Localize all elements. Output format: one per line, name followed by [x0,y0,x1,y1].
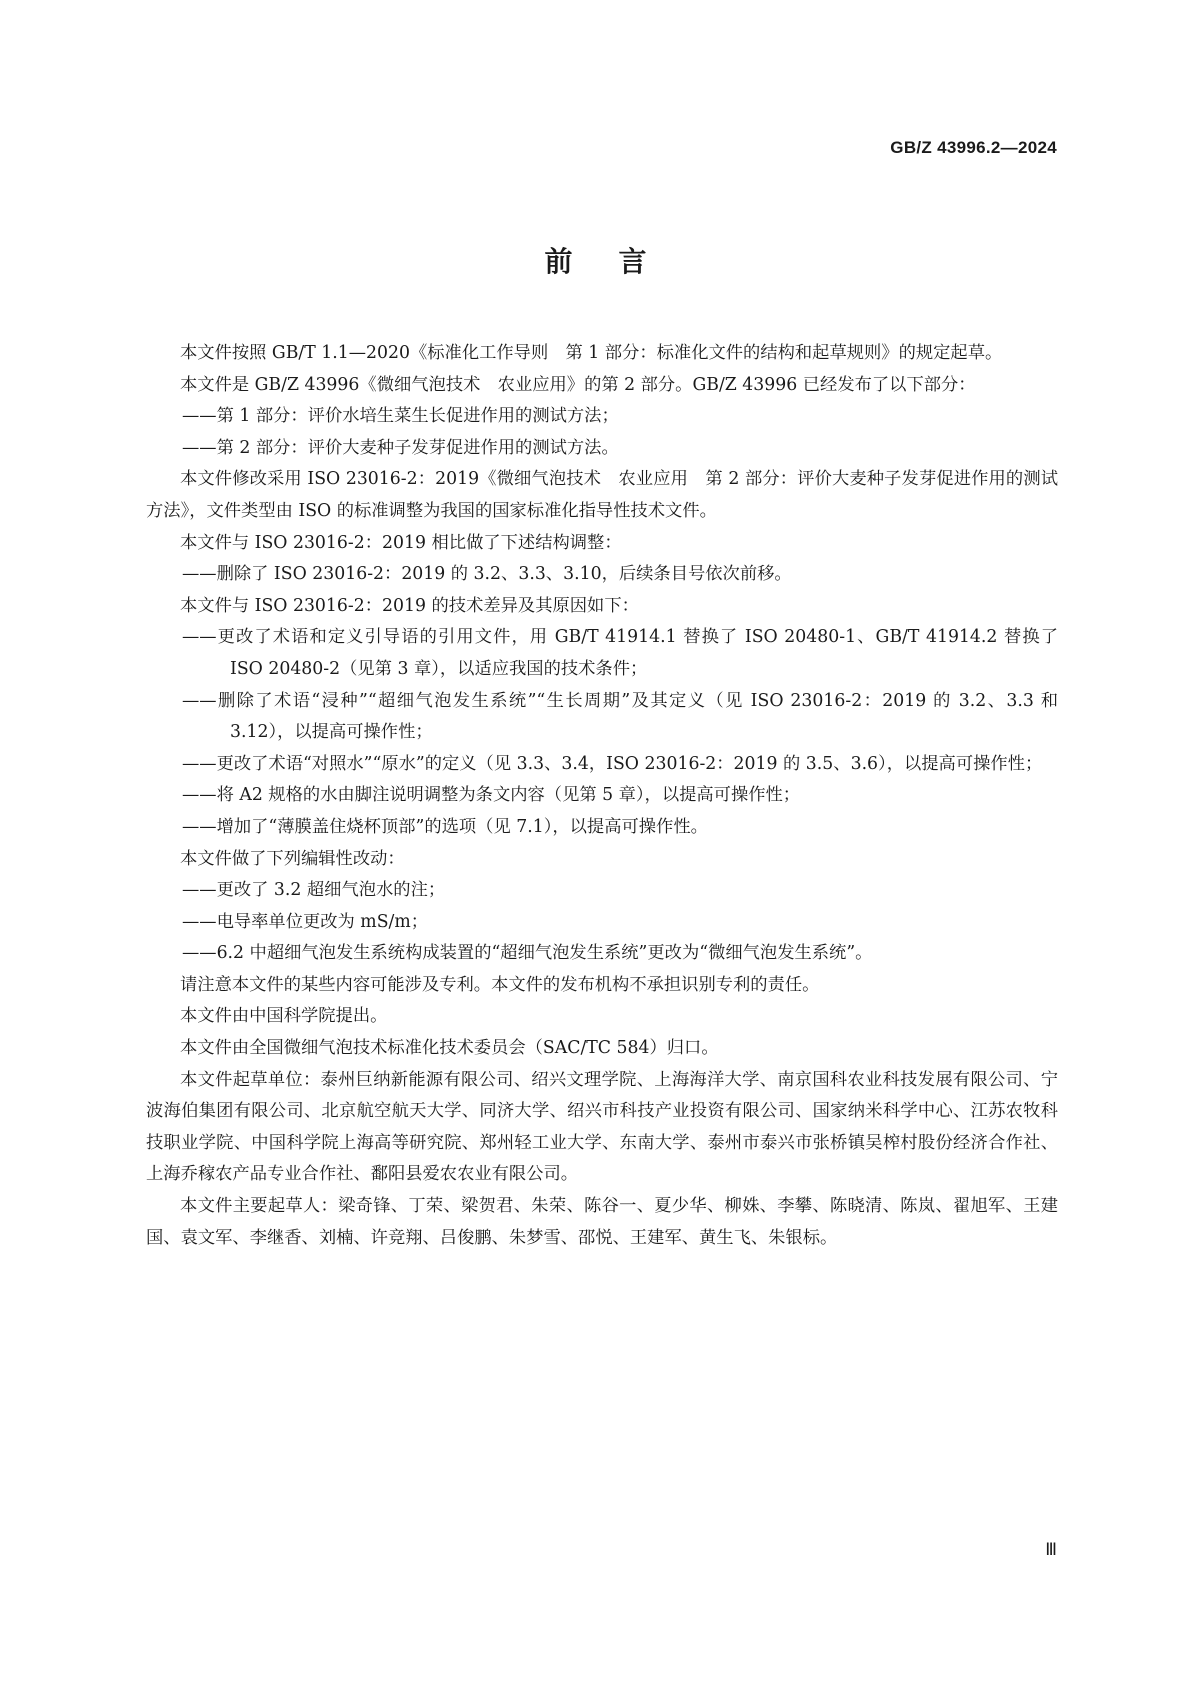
paragraph-proposer: 本文件由中国科学院提出。 [180,1006,388,1027]
list-item-technical-difference: ——增加了“薄膜盖住烧杯顶部”的选项（见 7.1），以提高可操作性。 [182,816,708,837]
paragraph-technical-differences: 本文件与 ISO 23016-2：2019 的技术差异及其原因如下： [180,595,639,616]
list-item-editorial-change: ——6.2 中超细气泡发生系统构成装置的“超细气泡发生系统”更改为“微细气泡发生系统”。 [182,943,873,964]
list-item-structural-change: ——删除了 ISO 23016-2：2019 的 3.2、3.3、3.10，后续条目号依次前移。 [182,564,792,585]
paragraph-editorial-changes: 本文件做了下列编辑性改动： [180,848,405,869]
paragraph-drafters: 本文件主要起草人：梁奇锋、丁荣、梁贺君、朱荣、陈谷一、夏少华、柳姝、李攀、陈晓清、陈岚、翟旭军、王建国、袁文军、李继香、刘楠、许竞翔、吕俊鹏、朱梦雪、邵悦、王建军、黄生飞、朱银标。 [146,1196,1058,1248]
list-item-technical-difference: ——删除了术语“浸种”“超细气泡发生系统”“生长周期”及其定义（见 ISO 23016-2：2019 的 3.2、3.3 和 3.12），以提高可操作性； [182,690,1058,743]
list-item-technical-difference: ——将 A2 规格的水由脚注说明调整为条文内容（见第 5 章），以提高可操作性； [182,785,801,806]
paragraph-drafting-organizations: 本文件起草单位：泰州巨纳新能源有限公司、绍兴文理学院、上海海洋大学、南京国科农业科技发展有限公司、宁波海伯集团有限公司、北京航空航天大学、同济大学、绍兴市科技产业投资有限公司、国家纳米科学中心、江苏农牧科技职业学院、中国科学院上海高等研究院、郑州轻工业大学、东南大学、泰州市泰兴市张桥镇吴榨村股份经济合作社、上海乔稼农产品专业合作社、鄱阳县爱农农业有限公司。 [146,1069,1058,1185]
standard-number: GB/Z 43996.2—2024 [890,138,1057,157]
paragraph-patent-notice: 请注意本文件的某些内容可能涉及专利。本文件的发布机构不承担识别专利的责任。 [180,974,820,995]
paragraph-series-part: 本文件是 GB/Z 43996《微细气泡技术 农业应用》的第 2 部分。GB/Z 43996 已经发布了以下部分： [180,374,976,395]
list-item-part-2: ——第 2 部分：评价大麦种子发芽促进作用的测试方法。 [182,437,619,458]
list-item-editorial-change: ——更改了 3.2 超细气泡水的注； [182,880,446,901]
page-number: Ⅲ [1045,1540,1057,1559]
list-item-part-1: ——第 1 部分：评价水培生菜生长促进作用的测试方法； [182,406,619,427]
paragraph-drafting-basis: 本文件按照 GB/T 1.1—2020《标准化工作导则 第 1 部分：标准化文件的结构和起草规则》的规定起草。 [180,343,1003,363]
paragraph-committee: 本文件由全国微细气泡技术标准化技术委员会（SAC/TC 584）归口。 [180,1038,719,1059]
list-item-technical-difference: ——更改了术语“对照水”“原水”的定义（见 3.3、3.4，ISO 23016-2：2019 的 3.5、3.6），以提高可操作性； [182,753,1043,774]
list-item-technical-difference: ——更改了术语和定义引导语的引用文件，用 GB/T 41914.1 替换了 ISO 20480-1、GB/T 41914.2 替换了 ISO 20480-2（见第 3 章），以适应我国的技术条件； [182,627,1058,679]
foreword-body [146,338,1058,1254]
list-item-editorial-change: ——电导率单位更改为 mS/m； [182,911,429,932]
paragraph-structural-changes: 本文件与 ISO 23016-2：2019 相比做了下述结构调整： [180,532,622,553]
paragraph-adoption: 本文件修改采用 ISO 23016-2：2019《微细气泡技术 农业应用 第 2 部分：评价大麦种子发芽促进作用的测试方法》，文件类型由 ISO 的标准调整为我国的国家标准化指导性技术文件。 [146,469,1058,521]
page-title: 前言 [544,245,693,278]
